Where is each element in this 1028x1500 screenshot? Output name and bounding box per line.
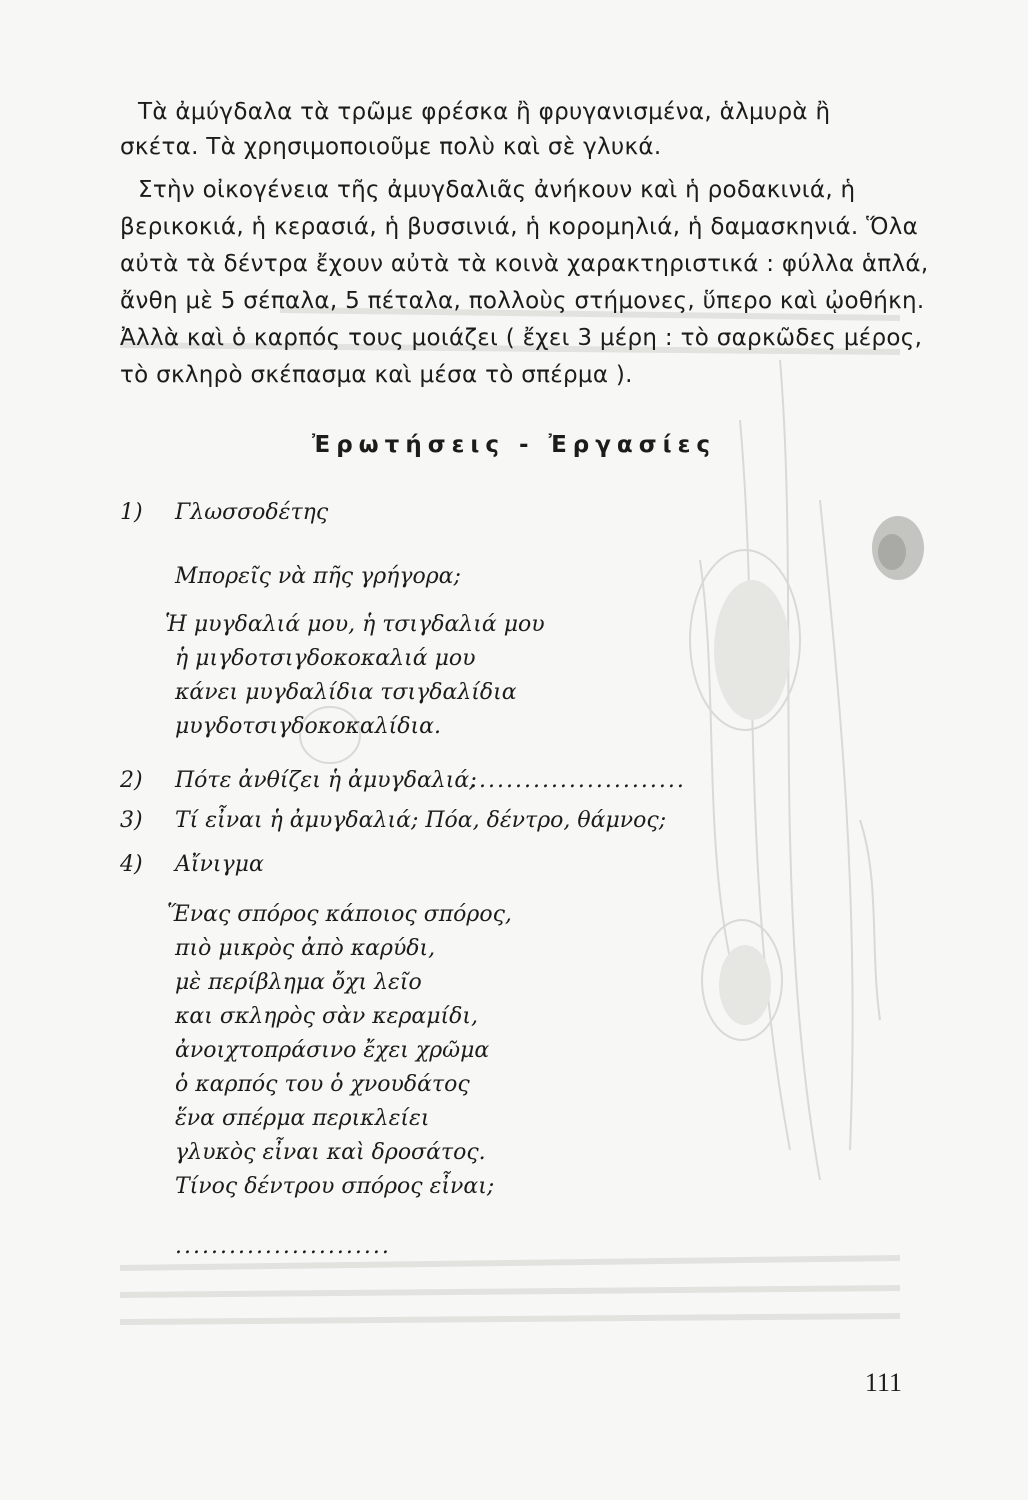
riddle-line: ἀνοιχτοπράσινο ἔχει χρῶμα [175,1038,490,1063]
riddle-line: Τίνος δέντρου σπόρος εἶναι; [175,1174,495,1199]
riddle-line: πιὸ μικρὸς ἀπὸ καρύδι, [175,936,436,961]
item-number: 4) [120,852,143,877]
text-line: Τὰ ἀμύγδαλα τὰ τρῶμε φρέσκα ἢ φρυγανισμένα, ἁλμυρὰ ἢ [138,99,831,125]
tongue-twister-line: κάνει μυγδαλίδια τσιγδαλίδια [175,680,517,705]
answer-dots: ........................ [175,1234,391,1259]
item-title: Αἴνιγμα [175,852,264,877]
text-line: αὐτὰ τὰ δέντρα ἔχουν αὐτὰ τὰ κοινὰ χαρακτηριστικά : φύλλα ἁπλά, [120,251,929,277]
text-line: βερικοκιά, ἡ κερασιά, ἡ βυσσινιά, ἡ κορομηλιά, ἡ δαμασκηνιά. Ὅλα [120,214,919,240]
tongue-twister-line: Μπορεῖς νὰ πῆς γρήγορα; [175,564,461,589]
item-number: 2) [120,768,143,793]
tongue-twister-line: Ἡ μυγδαλιά μου, ἡ τσιγδαλιά μου [165,612,545,637]
riddle-line: γλυκὸς εἶναι καὶ δροσάτος. [175,1140,486,1165]
paragraph-almond-family [120,172,929,394]
item-title: Γλωσσοδέτης [175,500,329,525]
riddle-line: και σκληρὸς σὰν κεραμίδι, [175,1004,479,1029]
question-text: Πότε ἀνθίζει ἡ ἀμυγδαλιά; [175,768,477,793]
tongue-twister-line: ἡ μιγδοτσιγδοκοκαλιά μου [175,646,476,671]
text-line: ἄνθη μὲ 5 σέπαλα, 5 πέταλα, πολλοὺς στήμονες, ὕπερο καὶ ᾠοθήκη. [120,288,925,314]
section-heading: Ἐρωτήσεις - Ἐργασίες [311,432,717,458]
question-text: Τί εἶναι ἡ ἀμυγδαλιά; Πόα, δέντρο, θάμνος; [175,808,667,833]
riddle-line: μὲ περίβλημα ὄχι λεῖο [175,970,422,995]
riddle-line: ὁ καρπός του ὁ χνουδάτος [175,1072,470,1097]
riddle-line: Ἕνας σπόρος κάποιος σπόρος, [167,902,512,927]
item-number: 1) [120,500,143,525]
text-line: Στὴν οἰκογένεια τῆς ἀμυγδαλιᾶς ἀνήκουν καὶ ἡ ροδακινιά, ἡ [138,177,856,203]
page-number: 111 [864,1368,902,1397]
text-line: τὸ σκληρὸ σκέπασμα καὶ μέσα τὸ σπέρμα ). [120,362,633,388]
item-number: 3) [120,808,143,833]
text-line: σκέτα. Τὰ χρησιμοποιοῦμε πολὺ καὶ σὲ γλυκά. [120,134,662,160]
riddle-line: ἕνα σπέρμα περικλείει [175,1106,430,1131]
answer-dots: ........................ [470,768,686,793]
paragraph-almonds-usage [120,95,900,165]
text-line: Ἀλλὰ καὶ ὁ καρπός τους μοιάζει ( ἔχει 3 μέρη : τὸ σαρκῶδες μέρος, [120,325,923,351]
tongue-twister-line: μυγδοτσιγδοκοκαλίδια. [175,714,442,739]
